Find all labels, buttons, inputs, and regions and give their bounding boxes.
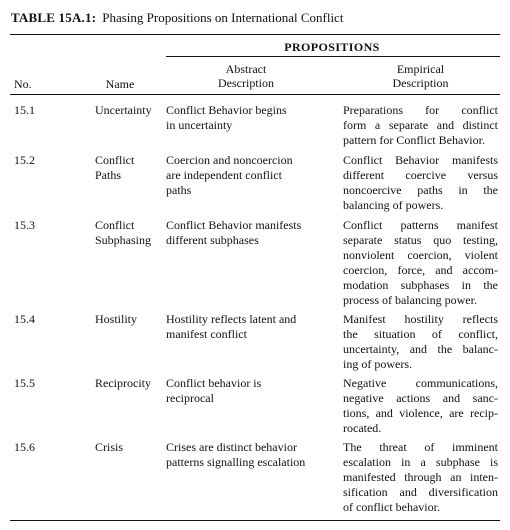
propositions-group-header: PROPOSITIONS bbox=[284, 40, 380, 54]
empirical-line: Manifest hostility reflects bbox=[343, 312, 498, 326]
abstract-line: Hostility reflects latent and bbox=[166, 312, 297, 326]
row-name-line: Crisis bbox=[95, 440, 124, 454]
table-bottom-rule bbox=[10, 520, 500, 521]
table-top-rule bbox=[10, 34, 500, 35]
empirical-line: negative actions and sanc- bbox=[343, 391, 498, 405]
empirical-line: Negative communications, bbox=[343, 376, 498, 390]
row-abstract-description bbox=[166, 440, 326, 470]
empirical-line: uncertainty, and the balanc- bbox=[343, 342, 498, 356]
row-name-line: Uncertainty bbox=[95, 103, 152, 117]
row-empirical-description bbox=[343, 376, 498, 436]
empirical-line: separate status quo testing, bbox=[343, 233, 498, 247]
row-name-line: Conflict bbox=[95, 218, 135, 232]
empirical-line: nonviolent coercion, violent bbox=[343, 248, 498, 262]
row-empirical-description bbox=[343, 153, 498, 213]
abstract-line: Conflict Behavior begins bbox=[166, 103, 287, 117]
empirical-line: the situation of conflict, bbox=[343, 327, 498, 341]
row-name-line: Hostility bbox=[95, 312, 138, 326]
row-number: 15.2 bbox=[14, 153, 35, 167]
row-name-line: Conflict bbox=[95, 153, 135, 167]
abstract-line: Coercion and noncoercion bbox=[166, 153, 293, 167]
empirical-line: Conflict Behavior manifests bbox=[343, 153, 498, 167]
row-name bbox=[95, 153, 163, 183]
empirical-line: modation subphases in the bbox=[343, 278, 498, 292]
table-caption bbox=[11, 10, 343, 26]
empirical-header bbox=[343, 62, 498, 90]
empirical-line: pattern for Conflict Behavior. bbox=[343, 133, 485, 147]
header-bottom-rule bbox=[10, 94, 500, 95]
row-abstract-description bbox=[166, 103, 326, 133]
row-name-line: Subphasing bbox=[95, 233, 152, 247]
abstract-line: Crises are distinct behavior bbox=[166, 440, 297, 454]
row-empirical-description bbox=[343, 218, 498, 308]
empirical-line: form a separate and distinct bbox=[343, 118, 498, 132]
abstract-line: Conflict Behavior manifests bbox=[166, 218, 302, 232]
row-abstract-description bbox=[166, 153, 326, 198]
empirical-header-line1: Empirical bbox=[396, 62, 445, 76]
abstract-line: paths bbox=[166, 183, 192, 197]
row-abstract-description bbox=[166, 312, 326, 342]
row-number: 15.5 bbox=[14, 376, 35, 390]
empirical-line: The threat of imminent bbox=[343, 440, 498, 454]
empirical-line: Conflict patterns manifest bbox=[343, 218, 498, 232]
empirical-line: coercion, force, and accom- bbox=[343, 263, 498, 277]
empirical-line: noncoercive paths in the bbox=[343, 183, 498, 197]
empirical-header-line2: Description bbox=[392, 76, 449, 90]
row-number: 15.4 bbox=[14, 312, 35, 326]
row-number: 15.3 bbox=[14, 218, 35, 232]
empirical-line: manifested through an inten- bbox=[343, 470, 498, 484]
empirical-line: tions, and violence, are recip- bbox=[343, 406, 498, 420]
empirical-line: process of balancing power. bbox=[343, 293, 477, 307]
abstract-line: patterns signalling escalation bbox=[166, 455, 306, 469]
table-caption-title: Phasing Propositions on International Conflict bbox=[102, 10, 344, 25]
row-empirical-description bbox=[343, 103, 498, 148]
row-name-line: Paths bbox=[95, 168, 122, 182]
empirical-line: ing of powers. bbox=[343, 357, 412, 371]
empirical-line: different coercive versus bbox=[343, 168, 498, 182]
empirical-line: sification and diversification bbox=[343, 485, 498, 499]
empirical-line: balancing of powers. bbox=[343, 198, 444, 212]
row-empirical-description bbox=[343, 440, 498, 515]
abstract-line: different subphases bbox=[166, 233, 259, 247]
abstract-header bbox=[166, 62, 326, 90]
abstract-line: Conflict behavior is bbox=[166, 376, 262, 390]
row-number: 15.1 bbox=[14, 103, 35, 117]
row-name-line: Reciprocity bbox=[95, 376, 151, 390]
table-caption-label: TABLE 15A.1: bbox=[11, 10, 97, 25]
empirical-line: of conflict behavior. bbox=[343, 500, 440, 514]
empirical-line: rocated. bbox=[343, 421, 382, 435]
row-name bbox=[95, 376, 163, 391]
row-name bbox=[95, 218, 163, 248]
empirical-line: escalation in a subphase is bbox=[343, 455, 498, 469]
row-name bbox=[95, 312, 163, 327]
row-empirical-description bbox=[343, 312, 498, 372]
name-header: Name bbox=[105, 77, 135, 91]
abstract-header-line2: Description bbox=[218, 76, 274, 90]
row-name bbox=[95, 103, 163, 118]
abstract-line: in uncertainty bbox=[166, 118, 233, 132]
row-name bbox=[95, 440, 163, 455]
row-number: 15.6 bbox=[14, 440, 35, 454]
empirical-line: Preparations for conflict bbox=[343, 103, 498, 117]
abstract-line: reciprocal bbox=[166, 391, 214, 405]
row-abstract-description bbox=[166, 376, 326, 406]
row-abstract-description bbox=[166, 218, 326, 248]
abstract-line: manifest conflict bbox=[166, 327, 247, 341]
propositions-group-rule bbox=[166, 56, 500, 57]
abstract-header-line1: Abstract bbox=[225, 62, 267, 76]
no-header: No. bbox=[14, 77, 32, 91]
abstract-line: are independent conflict bbox=[166, 168, 282, 182]
